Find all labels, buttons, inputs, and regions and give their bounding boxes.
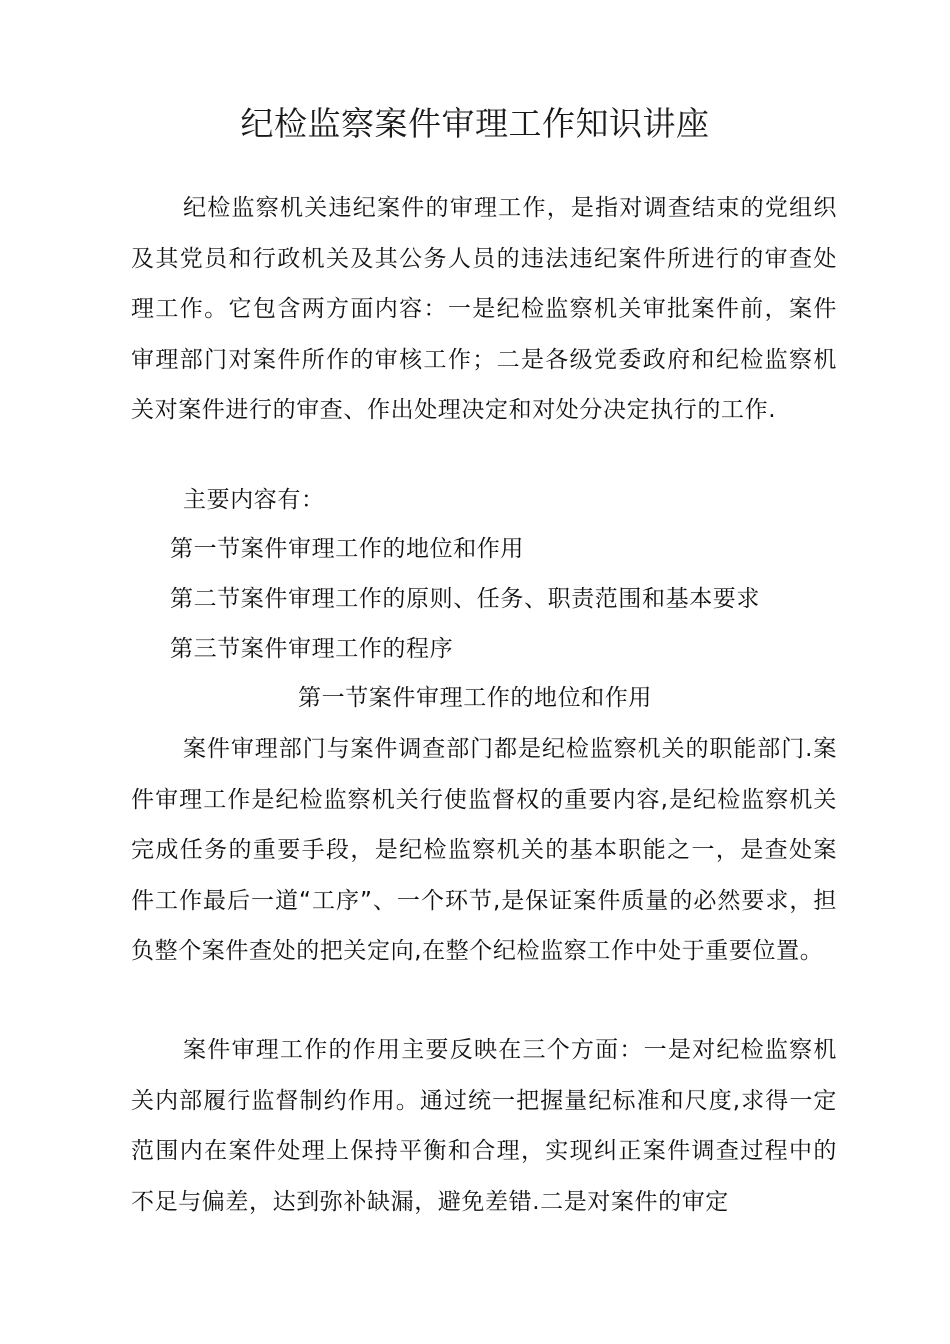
main-contents-label: 主要内容有：	[183, 487, 325, 513]
section1-paragraph-1: 案件审理部门与案件调查部门都是纪检监察机关的职能部门.案件审理工作是纪检监察机关行使监督权的重要内容,是纪检监察机关完成任务的重要手段，是纪检监察机关的基本职能之一，是查处案件工作最后一道“工序”、一个环节,是保证案件质量的必然要求，担负整个案件查处的把关定向,在整个纪检监察工作中处于重要位置。	[131, 736, 837, 964]
toc-item-2: 第二节案件审理工作的原则、任务、职责范围和基本要求	[170, 586, 760, 612]
document-title: 纪检监察案件审理工作知识讲座	[240, 104, 710, 143]
section-heading: 第一节案件审理工作的地位和作用	[298, 685, 652, 711]
intro-paragraph: 纪检监察机关违纪案件的审理工作，是指对调查结束的党组织及其党员和行政机关及其公务人员的违法违纪案件所进行的审查处理工作。它包含两方面内容：一是纪检监察机关审批案件前，案件审理部门对案件所作的审核工作；二是各级党委政府和纪检监察机关对案件进行的审查、作出处理决定和对处分决定执行的工作.	[131, 195, 837, 423]
section1-paragraph-2: 案件审理工作的作用主要反映在三个方面：一是对纪检监察机关内部履行监督制约作用。通过统一把握量纪标准和尺度,求得一定范围内在案件处理上保持平衡和合理，实现纠正案件调查过程中的不足与偏差，达到弥补缺漏，避免差错.二是对案件的审定	[131, 1037, 837, 1215]
toc-item-1: 第一节案件审理工作的地位和作用	[170, 536, 524, 562]
toc-item-3: 第三节案件审理工作的程序	[170, 636, 454, 662]
